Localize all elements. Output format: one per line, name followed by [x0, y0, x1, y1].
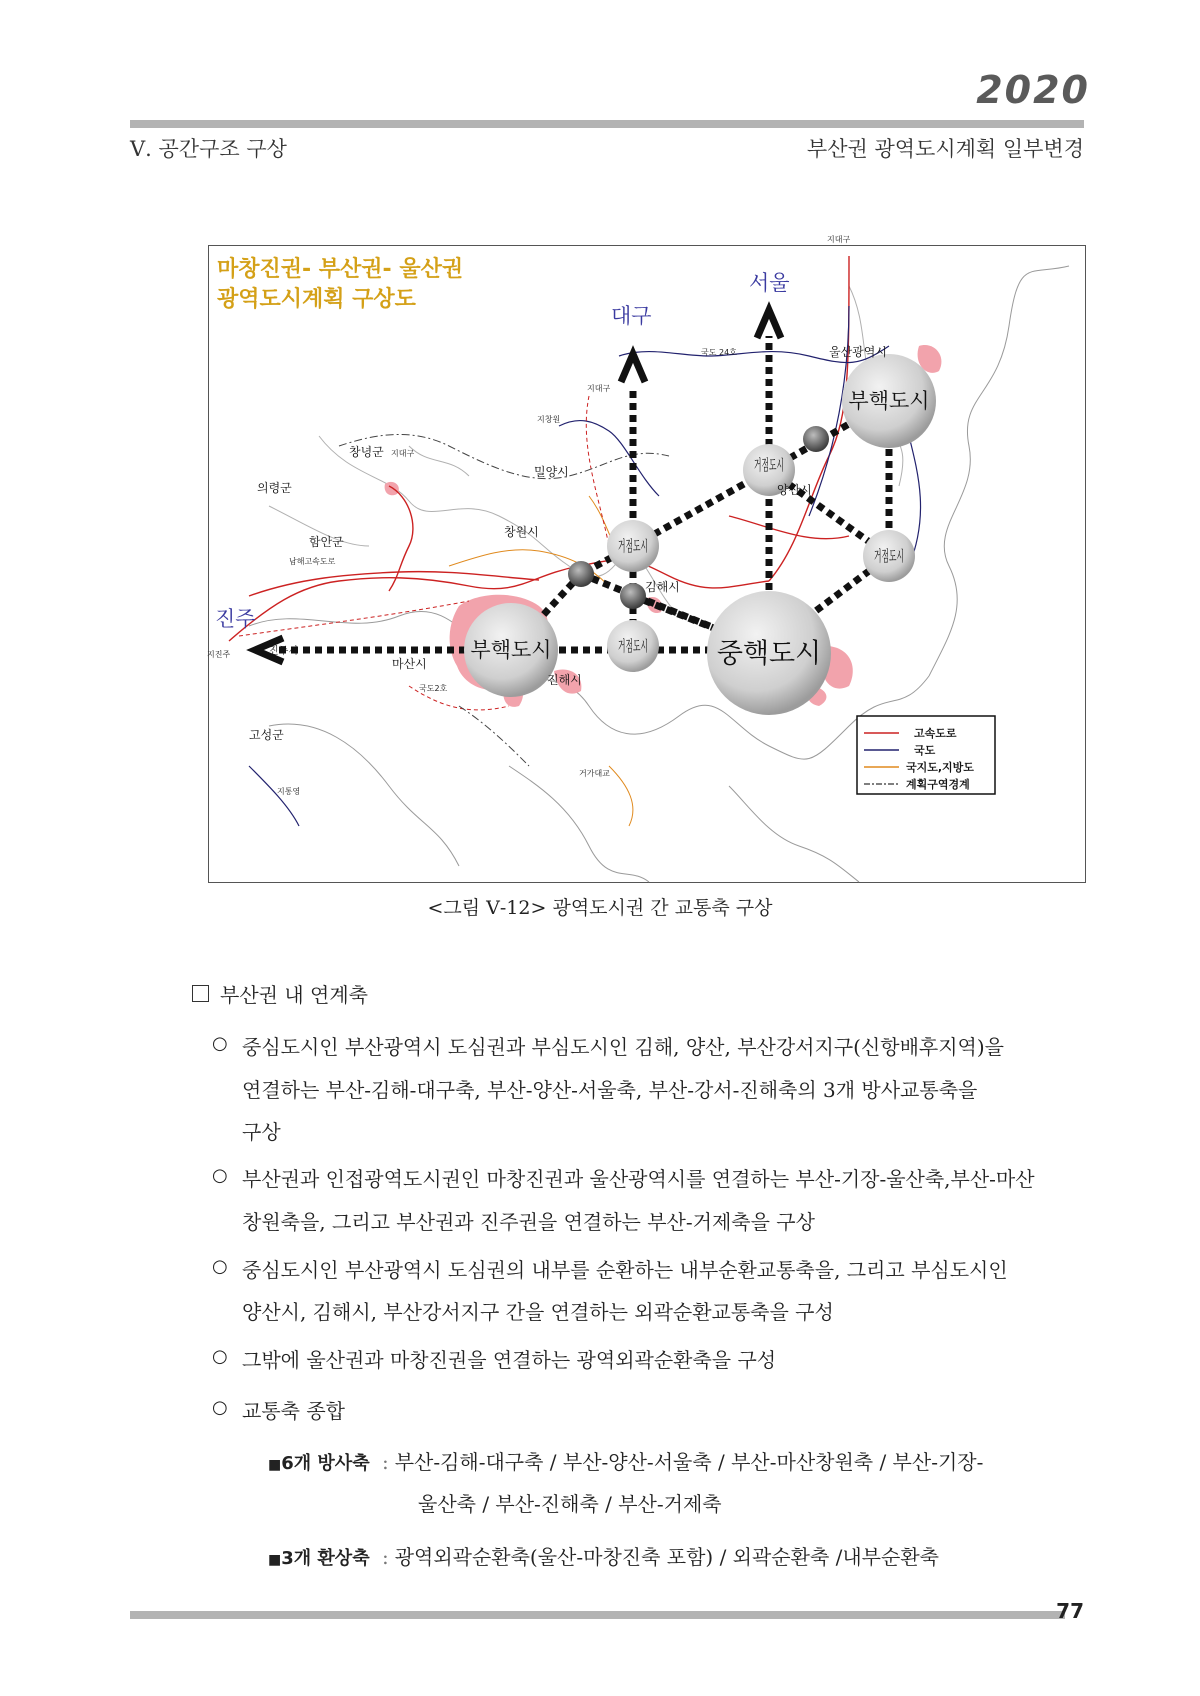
- node-label-hub-center: 거점도시: [618, 537, 648, 555]
- road-route24: 국도 24호: [701, 348, 737, 357]
- legend-label-plan-boundary: 계획구역경계: [906, 778, 970, 791]
- place-uiryeong: 의령군: [257, 481, 292, 495]
- section-checkbox-icon: [192, 985, 209, 1002]
- node-hub-south: [607, 620, 659, 672]
- road-to-daegu-mid: 지대구: [587, 384, 611, 393]
- node-secondary-core-east: [842, 354, 936, 448]
- item-4-line-1: 그밖에 울산권과 마창진권을 연결하는 광역외곽순환축을 구성: [242, 1348, 777, 1372]
- item-3-line-2: 양산시, 김해시, 부산강서지구 간을 연결하는 외곽순환교통축을 구성: [242, 1300, 834, 1324]
- place-haman: 함안군: [309, 535, 344, 549]
- road-to-daegu-top: 지대구: [827, 235, 851, 244]
- bullet-circle-icon: ○: [212, 1346, 228, 1367]
- page-number: 77: [1056, 1599, 1084, 1623]
- legend-label-national-road: 국도: [914, 744, 936, 757]
- node-central-core: [707, 591, 831, 715]
- summary-ring-sep: :: [381, 1545, 389, 1569]
- item-1-line-1: 중심도시인 부산광역시 도심권과 부심도시인 김해, 양산, 부산강서지구(신항배후지역)을: [242, 1035, 1004, 1059]
- road-namhae-exp: 남해고속도로: [289, 557, 336, 566]
- arrow-seoul: [757, 310, 781, 338]
- summary-radial: [268, 1446, 983, 1475]
- node-label-hub-south: 거점도시: [618, 637, 648, 655]
- place-goseong: 고성군: [249, 728, 284, 742]
- place-jinhae: 진해시: [547, 673, 582, 687]
- legend-label-local-road: 국지도,지방도: [906, 761, 974, 774]
- header-rule: [130, 120, 1084, 128]
- place-ulsan: 울산광역시: [829, 345, 887, 359]
- place-changnyeong: 창녕군: [349, 445, 384, 459]
- road-to-changwon: 지창원: [537, 415, 561, 424]
- summary-ring: [268, 1541, 939, 1570]
- bullet-circle-icon: ○: [212, 1033, 228, 1054]
- item-2-line-1: 부산권과 인접광역도시권인 마창진권과 울산광역시를 연결하는 부산-기장-울산축,부산-마산: [242, 1167, 1035, 1191]
- map-legend: [857, 716, 995, 794]
- bullet-circle-icon: ○: [212, 1256, 228, 1277]
- node-label-secondary-core-east: 부핵도시: [848, 389, 930, 413]
- small-square-bullet-icon: ■: [268, 1457, 282, 1473]
- summary-radial-line2: 울산축 / 부산-진해축 / 부산-거제축: [418, 1492, 722, 1516]
- node-label-secondary-core-west: 부핵도시: [470, 638, 552, 662]
- road-to-jinju: 지진주: [207, 650, 231, 659]
- node-label-hub-north: 거점도시: [754, 456, 784, 474]
- summary-ring-label: 3개 환상축: [281, 1548, 370, 1569]
- item-3-line-1: 중심도시인 부산광역시 도심권의 내부를 순환하는 내부순환교통축을, 그리고 부심도시인: [242, 1258, 1008, 1282]
- report-year: 2020: [976, 68, 1090, 112]
- direction-daegu: 대구: [611, 304, 652, 328]
- node-label-central-core: 중핵도시: [716, 638, 822, 670]
- small-square-bullet-icon: ■: [268, 1552, 282, 1568]
- regional-plan-map: [207, 235, 1086, 883]
- node-hub-east: [863, 530, 915, 582]
- item-5-line-1: 교통축 종합: [242, 1399, 345, 1423]
- summary-radial-label: 6개 방사축: [281, 1453, 370, 1474]
- item-1-line-2: 연결하는 부산-김해-대구축, 부산-양산-서울축, 부산-강서-진해축의 3개 방사교통축을: [242, 1078, 978, 1102]
- item-2-line-2: 창원축을, 그리고 부산권과 진주권을 연결하는 부산-거제축을 구상: [242, 1210, 815, 1234]
- summary-radial-line1: 부산-김해-대구축 / 부산-양산-서울축 / 부산-마산창원축 / 부산-기장-: [394, 1450, 984, 1474]
- item-1-line-3: 구상: [242, 1120, 281, 1144]
- place-yangsan: 양산시: [777, 483, 812, 497]
- node-secondary-core-west: [464, 603, 558, 697]
- place-changwon: 창원시: [504, 525, 539, 539]
- figure-title-line2: 광역도시계획 구상도: [217, 287, 416, 312]
- direction-seoul: 서울: [749, 271, 790, 295]
- section-heading: 부산권 내 연계축: [220, 983, 368, 1007]
- legend-label-expressway: 고속도로: [914, 727, 957, 740]
- document-title: 부산권 광역도시계획 일부변경: [806, 137, 1084, 161]
- node-hub-center: [607, 520, 659, 572]
- figure-title-line1: 마창진권- 부산권- 울산권: [217, 257, 464, 282]
- place-masan: 마산시: [392, 657, 427, 671]
- node-label-hub-east: 거점도시: [874, 547, 904, 565]
- road-to-daegu-left: 지대구: [391, 449, 415, 458]
- bullet-circle-icon: ○: [212, 1165, 228, 1186]
- summary-radial-sep: :: [381, 1450, 389, 1474]
- direction-jinju: 진주: [215, 607, 256, 631]
- place-gimhae: 김해시: [645, 580, 680, 594]
- arrow-daegu: [621, 354, 645, 382]
- footer-rule: [130, 1611, 1065, 1619]
- bullet-circle-icon: ○: [212, 1397, 228, 1418]
- place-jinju-city: 진주시: [269, 646, 298, 657]
- road-to-tongyeong: 지통영: [277, 787, 301, 796]
- figure-caption: <그림 Ⅴ-12> 광역도시권 간 교통축 구상: [427, 897, 773, 919]
- place-miryang: 밀양시: [534, 465, 569, 479]
- section-title: Ⅴ. 공간구조 구상: [130, 137, 287, 161]
- road-route2: 국도2호: [419, 684, 448, 693]
- road-geoje-bridge: 거가대교: [579, 769, 610, 778]
- summary-ring-line1: 광역외곽순환축(울산-마창진축 포함) / 외곽순환축 /내부순환축: [394, 1545, 939, 1569]
